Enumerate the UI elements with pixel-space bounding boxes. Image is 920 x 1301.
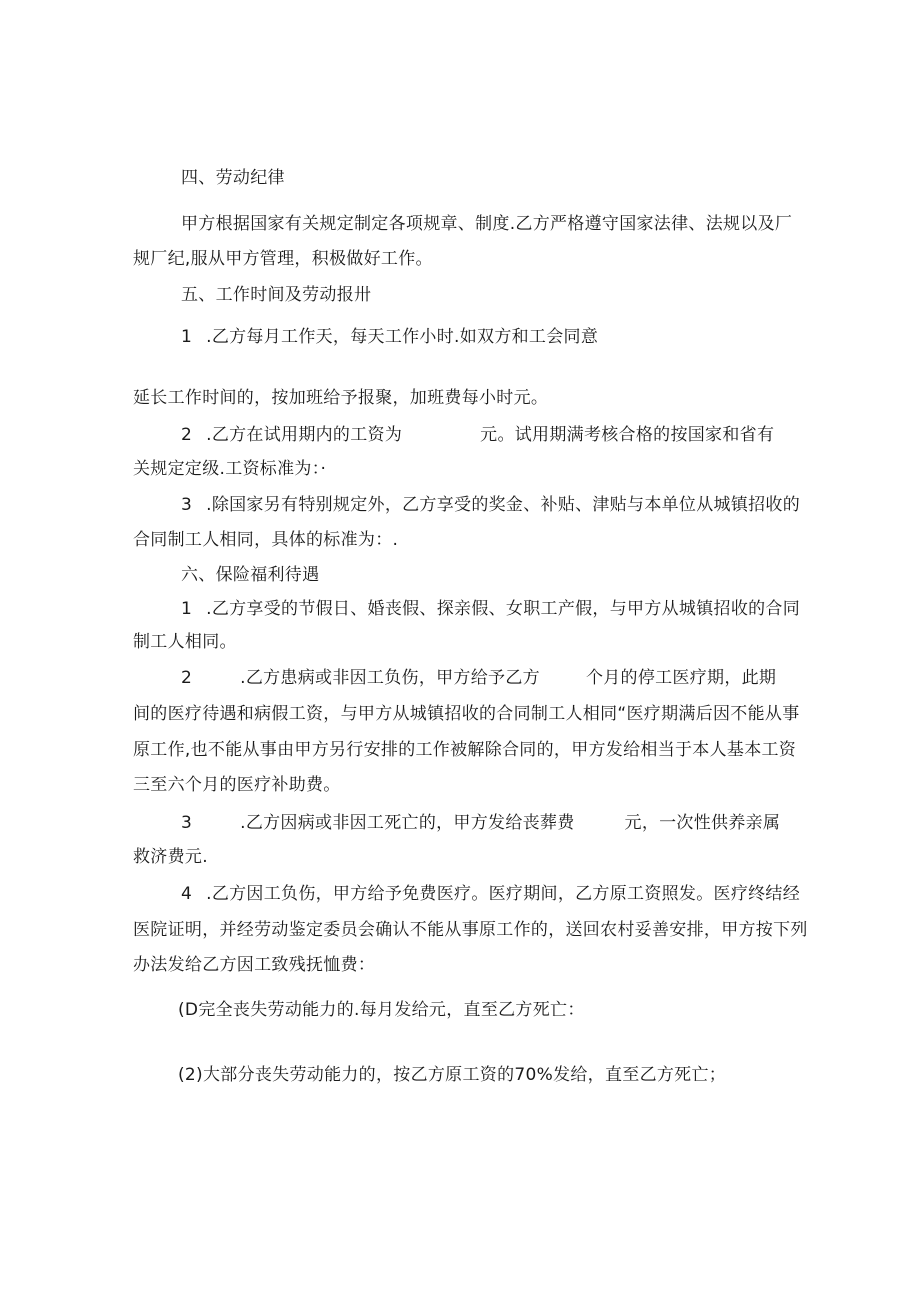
section-heading-labor-discipline: 四、劳动纪律 — [181, 168, 285, 188]
paragraph-line: 甲方根据国家有关规定制定各项规章、制度.乙方严格遵守国家法律、法规以及厂 — [181, 214, 793, 234]
paragraph-line: 三至六个月的医疗补助费。 — [133, 775, 341, 795]
list-text: .乙方每月工作天，每天工作小时.如双方和工会同意 — [206, 327, 599, 347]
list-number: 1 — [181, 327, 193, 347]
list-text: .乙方患病或非因工负伤，甲方给予乙方 — [240, 668, 540, 688]
paragraph-line: 关规定定级.工资标准为：· — [133, 459, 327, 479]
paragraph-line: 间的医疗待遇和病假工资，与甲方从城镇招收的合同制工人相同“医疗期满后因不能从事 — [133, 704, 800, 724]
list-item-line — [181, 325, 598, 349]
list-text: 个月的停工医疗期，此期 — [585, 668, 777, 688]
paragraph-line: 合同制工人相同，具体的标准为：. — [133, 530, 399, 550]
list-number: 3 — [181, 495, 193, 515]
paragraph-line: 延长工作时间的，按加班给予报聚，加班费每小时元。 — [133, 388, 549, 408]
list-text: .乙方在试用期内的工资为 — [206, 425, 403, 445]
list-text: .乙方因病或非因工死亡的，甲方发给丧葬费 — [240, 813, 575, 833]
list-text: .乙方享受的节假日、婚丧假、探亲假、女职工产假，与甲方从城镇招收的合同 — [206, 599, 801, 619]
list-number: 3 — [181, 813, 193, 833]
list-item-line — [181, 597, 800, 621]
list-number: 2 — [181, 425, 193, 445]
paragraph-line: 办法发给乙方因工致残抚恤费： — [133, 955, 376, 975]
list-text: 元。试用期满考核合格的按国家和省有 — [480, 425, 775, 445]
section-heading-work-hours: 五、工作时间及劳动报卅 — [181, 285, 372, 305]
paragraph-line: 原工作,也不能从事由甲方另行安排的工作被解除合同的，甲方发给相当于本人基本工资 — [133, 740, 797, 760]
paragraph-line: 规厂纪,服从甲方管理，积极做好工作。 — [133, 249, 433, 269]
sub-item-line: (2)大部分丧失劳动能力的，按乙方原工资的70%发给，直至乙方死亡； — [178, 1065, 727, 1085]
list-number: 1 — [181, 599, 193, 619]
list-item-line — [181, 666, 776, 690]
list-item-line — [181, 882, 800, 906]
list-item-line — [181, 493, 800, 517]
paragraph-line: 制工人相同。 — [133, 632, 237, 652]
paragraph-line: 医院证明，并经劳动鉴定委员会确认不能从事原工作的，送回农村妥善安排，甲方按下列 — [133, 920, 808, 940]
list-number: 4 — [181, 884, 193, 904]
list-text: .除国家另有特别规定外，乙方享受的奖金、补贴、津贴与本单位从城镇招收的 — [206, 495, 801, 515]
list-text: 元，一次性供养亲属 — [624, 813, 781, 833]
section-heading-insurance-welfare: 六、保险福利待遇 — [181, 565, 320, 585]
list-item-line — [181, 423, 774, 447]
list-text: .乙方因工负伤，甲方给予免费医疗。医疗期间，乙方原工资照发。医疗终结经 — [206, 884, 801, 904]
sub-item-line: (D完全丧失劳动能力的.每月发给元，直至乙方死亡： — [178, 1000, 585, 1020]
list-item-line — [181, 811, 780, 835]
list-number: 2 — [181, 668, 193, 688]
paragraph-line: 救济费元. — [133, 847, 208, 867]
